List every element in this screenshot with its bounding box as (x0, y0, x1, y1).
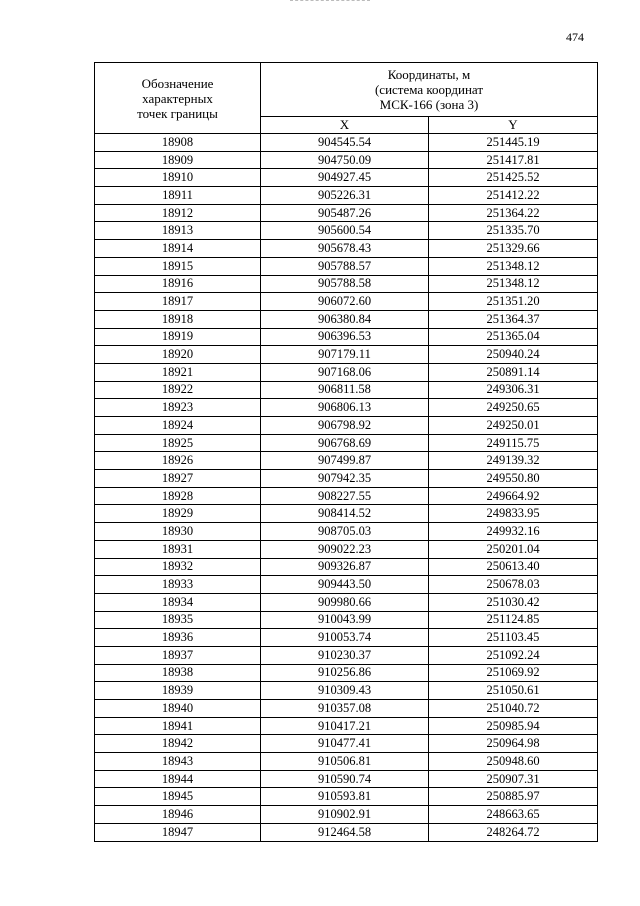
point-id-cell: 18911 (95, 187, 261, 205)
point-id-cell: 18927 (95, 470, 261, 488)
table-row (95, 646, 598, 664)
point-id-cell: 18931 (95, 540, 261, 558)
table-row (95, 682, 598, 700)
x-coordinate-cell: 907168.06 (261, 363, 429, 381)
y-coordinate-cell: 251103.45 (429, 629, 598, 647)
x-coordinate-cell: 909980.66 (261, 593, 429, 611)
point-id-cell: 18937 (95, 646, 261, 664)
table-row (95, 540, 598, 558)
table-row (95, 328, 598, 346)
point-id-cell: 18946 (95, 806, 261, 824)
y-coordinate-cell: 251124.85 (429, 611, 598, 629)
table-row (95, 204, 598, 222)
point-id-cell: 18943 (95, 753, 261, 771)
point-id-cell: 18926 (95, 452, 261, 470)
page-number: 474 (566, 30, 584, 44)
x-coordinate-cell: 908414.52 (261, 505, 429, 523)
point-id-cell: 18945 (95, 788, 261, 806)
y-coordinate-cell: 250948.60 (429, 753, 598, 771)
x-coordinate-cell: 907179.11 (261, 346, 429, 364)
table-row (95, 576, 598, 594)
table-row (95, 257, 598, 275)
x-coordinate-cell: 905788.57 (261, 257, 429, 275)
point-id-cell: 18912 (95, 204, 261, 222)
header-designation-line1: Обозначение (141, 75, 214, 91)
x-coordinate-cell: 910357.08 (261, 700, 429, 718)
header-row-top (95, 63, 598, 117)
header-coordinates-line3: МСК-166 (зона 3) (379, 96, 479, 112)
y-coordinate-cell: 250201.04 (429, 540, 598, 558)
x-coordinate-cell: 904545.54 (261, 134, 429, 152)
table-row (95, 187, 598, 205)
y-coordinate-cell: 251351.20 (429, 293, 598, 311)
y-coordinate-cell: 250907.31 (429, 770, 598, 788)
x-coordinate-cell: 907942.35 (261, 470, 429, 488)
table-row (95, 788, 598, 806)
y-coordinate-cell: 251030.42 (429, 593, 598, 611)
table-header (95, 63, 598, 134)
point-id-cell: 18942 (95, 735, 261, 753)
x-coordinate-cell: 910593.81 (261, 788, 429, 806)
point-id-cell: 18920 (95, 346, 261, 364)
y-coordinate-cell: 249250.65 (429, 399, 598, 417)
y-coordinate-cell: 251417.81 (429, 151, 598, 169)
y-coordinate-cell: 249833.95 (429, 505, 598, 523)
y-coordinate-cell: 250940.24 (429, 346, 598, 364)
y-coordinate-cell: 250678.03 (429, 576, 598, 594)
y-coordinate-cell: 249115.75 (429, 434, 598, 452)
point-id-cell: 18935 (95, 611, 261, 629)
x-coordinate-cell: 906396.53 (261, 328, 429, 346)
point-id-cell: 18947 (95, 823, 261, 841)
point-id-cell: 18916 (95, 275, 261, 293)
y-coordinate-cell: 251365.04 (429, 328, 598, 346)
x-coordinate-cell: 904750.09 (261, 151, 429, 169)
header-designation-line3: точек границы (137, 105, 218, 121)
y-coordinate-cell: 251050.61 (429, 682, 598, 700)
x-coordinate-cell: 906380.84 (261, 310, 429, 328)
x-coordinate-cell: 910506.81 (261, 753, 429, 771)
coordinates-table (94, 62, 598, 842)
point-id-cell: 18941 (95, 717, 261, 735)
y-coordinate-cell: 251335.70 (429, 222, 598, 240)
point-id-cell: 18908 (95, 134, 261, 152)
y-coordinate-cell: 249664.92 (429, 487, 598, 505)
header-coordinates-line1: Координаты, м (387, 66, 471, 82)
point-id-cell: 18917 (95, 293, 261, 311)
x-coordinate-cell: 910477.41 (261, 735, 429, 753)
x-coordinate-cell: 908705.03 (261, 523, 429, 541)
point-id-cell: 18921 (95, 363, 261, 381)
table-row (95, 629, 598, 647)
table-body (95, 134, 598, 842)
table-row (95, 505, 598, 523)
point-id-cell: 18918 (95, 310, 261, 328)
header-coordinates (261, 63, 598, 117)
y-coordinate-cell: 249932.16 (429, 523, 598, 541)
y-coordinate-cell: 250964.98 (429, 735, 598, 753)
table-row (95, 470, 598, 488)
point-id-cell: 18936 (95, 629, 261, 647)
y-coordinate-cell: 251364.22 (429, 204, 598, 222)
point-id-cell: 18919 (95, 328, 261, 346)
x-coordinate-cell: 906768.69 (261, 434, 429, 452)
x-coordinate-cell: 908227.55 (261, 487, 429, 505)
table-row (95, 593, 598, 611)
y-coordinate-cell: 251348.12 (429, 275, 598, 293)
y-coordinate-cell: 249250.01 (429, 417, 598, 435)
x-coordinate-cell: 910043.99 (261, 611, 429, 629)
header-designation (95, 63, 261, 134)
x-coordinate-cell: 909326.87 (261, 558, 429, 576)
y-coordinate-cell: 250885.97 (429, 788, 598, 806)
point-id-cell: 18914 (95, 240, 261, 258)
x-coordinate-cell: 906798.92 (261, 417, 429, 435)
y-coordinate-cell: 250985.94 (429, 717, 598, 735)
y-coordinate-cell: 249306.31 (429, 381, 598, 399)
x-coordinate-cell: 910053.74 (261, 629, 429, 647)
table-row (95, 151, 598, 169)
point-id-cell: 18929 (95, 505, 261, 523)
x-coordinate-cell: 905788.58 (261, 275, 429, 293)
point-id-cell: 18934 (95, 593, 261, 611)
table-row (95, 240, 598, 258)
table-row (95, 823, 598, 841)
x-coordinate-cell: 910590.74 (261, 770, 429, 788)
table-row (95, 275, 598, 293)
table-row (95, 363, 598, 381)
table-row (95, 399, 598, 417)
y-coordinate-cell: 248663.65 (429, 806, 598, 824)
x-coordinate-cell: 905678.43 (261, 240, 429, 258)
x-coordinate-cell: 910309.43 (261, 682, 429, 700)
point-id-cell: 18909 (95, 151, 261, 169)
x-coordinate-cell: 907499.87 (261, 452, 429, 470)
x-coordinate-cell: 910417.21 (261, 717, 429, 735)
header-coordinates-line2: (система координат (374, 81, 484, 97)
y-coordinate-cell: 251329.66 (429, 240, 598, 258)
x-coordinate-cell: 909022.23 (261, 540, 429, 558)
table-row (95, 417, 598, 435)
x-coordinate-cell: 906811.58 (261, 381, 429, 399)
x-coordinate-cell: 905600.54 (261, 222, 429, 240)
scan-edge-mark (290, 0, 370, 2)
table-row (95, 700, 598, 718)
table-row (95, 310, 598, 328)
point-id-cell: 18913 (95, 222, 261, 240)
point-id-cell: 18938 (95, 664, 261, 682)
table-row (95, 452, 598, 470)
table-row (95, 134, 598, 152)
table-row (95, 611, 598, 629)
point-id-cell: 18944 (95, 770, 261, 788)
point-id-cell: 18915 (95, 257, 261, 275)
x-coordinate-cell: 910902.91 (261, 806, 429, 824)
point-id-cell: 18940 (95, 700, 261, 718)
table-row (95, 523, 598, 541)
header-designation-line2: характерных (142, 90, 213, 106)
table-row (95, 346, 598, 364)
point-id-cell: 18932 (95, 558, 261, 576)
x-coordinate-cell: 909443.50 (261, 576, 429, 594)
y-coordinate-cell: 250891.14 (429, 363, 598, 381)
table-row (95, 558, 598, 576)
y-coordinate-cell: 251348.12 (429, 257, 598, 275)
table-row (95, 664, 598, 682)
y-coordinate-cell: 251445.19 (429, 134, 598, 152)
point-id-cell: 18930 (95, 523, 261, 541)
x-coordinate-cell: 910230.37 (261, 646, 429, 664)
x-coordinate-cell: 905226.31 (261, 187, 429, 205)
point-id-cell: 18925 (95, 434, 261, 452)
table-row (95, 806, 598, 824)
y-coordinate-cell: 249550.80 (429, 470, 598, 488)
table-row (95, 381, 598, 399)
x-coordinate-cell: 904927.45 (261, 169, 429, 187)
y-coordinate-cell: 251069.92 (429, 664, 598, 682)
x-coordinate-cell: 906806.13 (261, 399, 429, 417)
point-id-cell: 18933 (95, 576, 261, 594)
header-y: Y (429, 116, 598, 133)
y-coordinate-cell: 251364.37 (429, 310, 598, 328)
header-x: X (261, 116, 429, 133)
table-row (95, 434, 598, 452)
y-coordinate-cell: 251040.72 (429, 700, 598, 718)
y-coordinate-cell: 251092.24 (429, 646, 598, 664)
table-row (95, 753, 598, 771)
x-coordinate-cell: 905487.26 (261, 204, 429, 222)
table-row (95, 169, 598, 187)
x-coordinate-cell: 912464.58 (261, 823, 429, 841)
x-coordinate-cell: 910256.86 (261, 664, 429, 682)
table-row (95, 222, 598, 240)
y-coordinate-cell: 248264.72 (429, 823, 598, 841)
point-id-cell: 18910 (95, 169, 261, 187)
table-row (95, 735, 598, 753)
table-row (95, 770, 598, 788)
y-coordinate-cell: 251412.22 (429, 187, 598, 205)
table-row (95, 717, 598, 735)
point-id-cell: 18924 (95, 417, 261, 435)
y-coordinate-cell: 249139.32 (429, 452, 598, 470)
point-id-cell: 18922 (95, 381, 261, 399)
y-coordinate-cell: 250613.40 (429, 558, 598, 576)
table-row (95, 487, 598, 505)
point-id-cell: 18928 (95, 487, 261, 505)
y-coordinate-cell: 251425.52 (429, 169, 598, 187)
point-id-cell: 18939 (95, 682, 261, 700)
point-id-cell: 18923 (95, 399, 261, 417)
table-row (95, 293, 598, 311)
x-coordinate-cell: 906072.60 (261, 293, 429, 311)
